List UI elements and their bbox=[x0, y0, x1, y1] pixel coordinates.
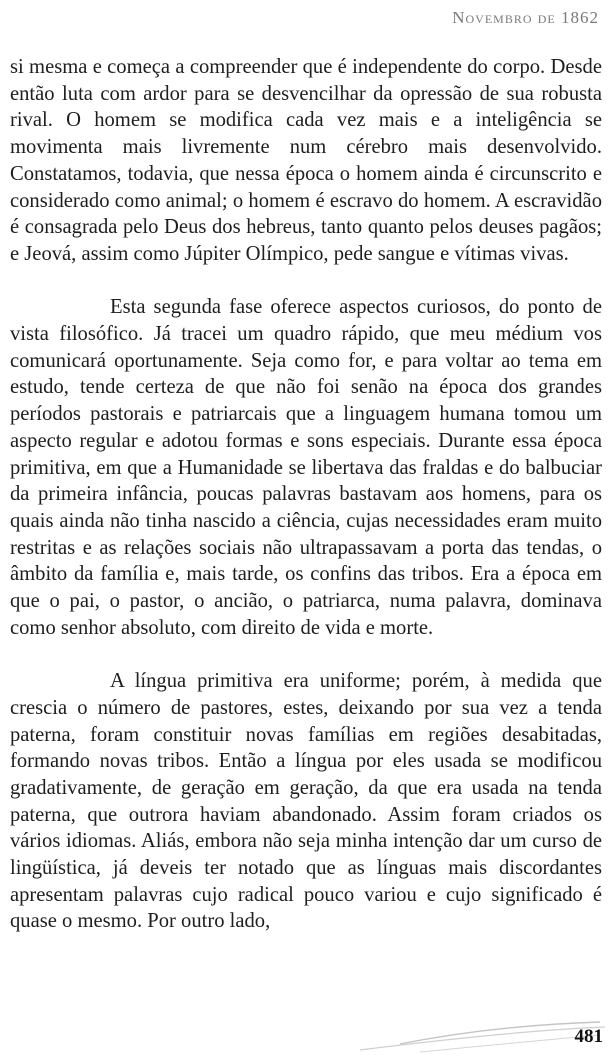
paragraph-gap bbox=[10, 268, 602, 295]
running-header: Novembro de 1862 bbox=[452, 8, 599, 27]
page-footer bbox=[0, 1000, 611, 1063]
page-number: 481 bbox=[574, 1026, 603, 1047]
paragraph-2: Esta segunda fase oferece aspectos curiosos, do ponto de vista filosófico. Já tracei um quadro rápido, que meu médium vos comunicará oportunamente. Seja como for, e para voltar ao tema em estudo, tende certeza de que não foi senão na época dos grandes períodos pastorais e patriarcais que a linguagem humana tomou um aspecto regular e adotou formas e sons especiais. Durante essa época primitiva, em que a Humanidade se libertava das fraldas e do balbuciar da primeira infância, poucas palavras bastavam aos homens, para os quais ainda não tinha nascido a ciência, cujas necessidades eram muito restritas e as relações sociais não ultrapassavam a porta das tendas, o âmbito da família e, mais tarde, os confins das tribos. Era a época em que o pai, o pastor, o ancião, o patriarca, numa palavra, dominava como senhor absoluto, com direito de vida e morte. bbox=[10, 296, 602, 639]
paragraph-3: A língua primitiva era uniforme; porém, à medida que crescia o número de pastores, estes, deixando por sua vez a tenda paterna, foram constituir novas famílias em regiões desabitadas, formando novas tribos. Então a língua por eles usada se modificou gradativamente, de geração em geração, da que era usada na tenda paterna, que outrora haviam abandonado. Assim foram criados os vários idiomas. Aliás, embora não seja minha intenção dar um curso de lingüística, já deveis ter notado que as línguas mais discordantes apresentam palavras cujo radical pouco variou e cujo significado é quase o mesmo. Por outro lado, bbox=[10, 670, 602, 933]
paragraph-1: si mesma e começa a compreender que é independente do corpo. Desde então luta com ardor para se desvencilhar da opressão de sua robusta rival. O homem se modifica cada vez mais e a inteligência se movimenta mais livremente num cérebro mais desenvolvido. Constatamos, todavia, que nessa época o homem ainda é circunscrito e considerado como animal; o homem é escravo do homem. A escravidão é consagrada pelo Deus dos hebreus, tanto quanto pelos deuses pagãos; e Jeová, assim como Júpiter Olímpico, pede sangue e vítimas vivas. bbox=[10, 56, 602, 265]
page-body bbox=[10, 54, 602, 935]
decorative-swoosh-icon bbox=[0, 1000, 611, 1063]
paragraph-gap bbox=[10, 641, 602, 668]
